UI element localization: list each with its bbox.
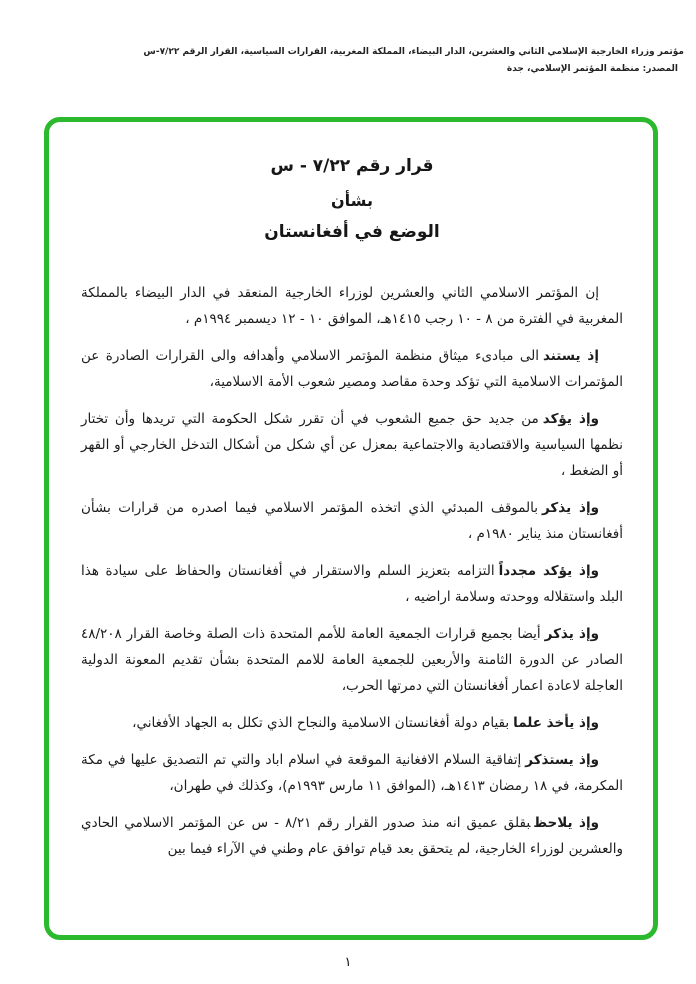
paragraph-text: بالموقف المبدئي الذي اتخذه المؤتمر الاسلامي فيما اصدره من قرارات بشأن أفغانستان منذ يناير ١٩٨٠م ، <box>81 500 623 542</box>
paragraph-clause <box>81 495 623 547</box>
paragraph-text: الى مبادىء ميثاق منظمة المؤتمر الاسلامي وأهدافه والى القرارات الصادرة عن المؤتمرات الاسلامية التي تؤكد وحدة مقاصد ومصير شعوب الأمة الاسلامية، <box>81 348 623 390</box>
resolution-subject: الوضع في أفغانستان <box>264 222 440 242</box>
paragraph-lead: وإذ يستذكر <box>525 752 599 768</box>
paragraph-lead: وإذ يؤكد مجدداً <box>498 563 599 579</box>
page-number: ١ <box>344 955 352 970</box>
paragraph-lead: وإذ يؤكد <box>542 411 599 427</box>
paragraph-clause <box>81 343 623 395</box>
paragraph-clause <box>81 810 623 862</box>
paragraph-text: بقيام دولة أفغانستان الاسلامية والنجاح الذي تكلل به الجهاد الأفغاني، <box>132 715 510 731</box>
paragraph-lead: وإذ يلاحظ <box>534 815 599 831</box>
paragraph-text: إتفاقية السلام الافغانية الموقعة في اسلام اباد والتي تم التصديق عليها في مكة المكرمة، في ١٨ رمضان ١٤١٣هـ، (الموافق ١١ مارس ١٩٩٣م)، وكذلك في طهران، <box>81 752 623 794</box>
paragraph-clause <box>81 710 623 736</box>
source-note-line2: المصدر: منظمة المؤتمر الإسلامي، جدة <box>506 64 678 74</box>
paragraph-text: التزامه بتعزيز السلم والاستقرار في أفغانستان والحفاظ على سيادة هذا البلد واستقلاله ووحدته وسلامة اراضيه ، <box>81 563 623 605</box>
resolution-body <box>81 280 623 862</box>
source-note <box>12 44 684 78</box>
paragraph-text: من جديد حق جميع الشعوب في أن تقرر شكل الحكومة التي تريدها وأن تختار نظمها السياسية والاقتصادية والاجتماعية بمعزل عن أي شكل من أشكال التدخل الخارجي أو القهر أو الضغط ، <box>81 411 623 479</box>
paragraph-clause <box>81 621 623 699</box>
source-note-line1: مؤتمر وزراء الخارجية الإسلامي الثاني والعشرين، الدار البيضاء، المملكة المغربية، القرارات السياسية، القرار الرقم ٧/٢٢-س <box>143 47 684 57</box>
paragraph-preamble <box>81 280 623 332</box>
paragraph-clause <box>81 406 623 484</box>
paragraph-clause <box>81 747 623 799</box>
regarding-label: بشأن <box>331 191 373 210</box>
paragraph-lead: وإذ يذكر <box>544 626 599 642</box>
resolution-number-title: قرار رقم ٧/٢٢ - س <box>270 156 434 176</box>
paragraph-lead: وإذ يذكر <box>542 500 599 516</box>
paragraph-text: أيضا بجميع قرارات الجمعية العامة للأمم المتحدة ذات الصلة وخاصة القرار ٤٨/٢٠٨ الصادر عن الدورة الثامنة والأربعين للجمعية العامة للامم المتحدة بشأن تقديم المعونة الدولية العاجلة لاعادة اعمار أفغانستان التي دمرتها الحرب، <box>81 626 623 694</box>
paragraph-clause <box>81 558 623 610</box>
document-frame <box>44 117 658 940</box>
paragraph-text: بقلق عميق انه منذ صدور القرار رقم ٨/٢١ - س عن المؤتمر الاسلامي الحادي والعشرين لوزراء الخارجية، لم يتحقق بعد قيام توافق عام وطني في الآراء فيما بين <box>81 815 623 857</box>
paragraph-text: إن المؤتمر الاسلامي الثاني والعشرين لوزراء الخارجية المنعقد في الدار البيضاء بالمملكة المغربية في الفترة من ٨ - ١٠ رجب ١٤١٥هـ، الموافق ١٠ - ١٢ ديسمبر ١٩٩٤م ، <box>81 285 623 327</box>
paragraph-lead: إذ يستند <box>542 348 599 364</box>
paragraph-lead: وإذ يأخذ علما <box>513 715 599 731</box>
